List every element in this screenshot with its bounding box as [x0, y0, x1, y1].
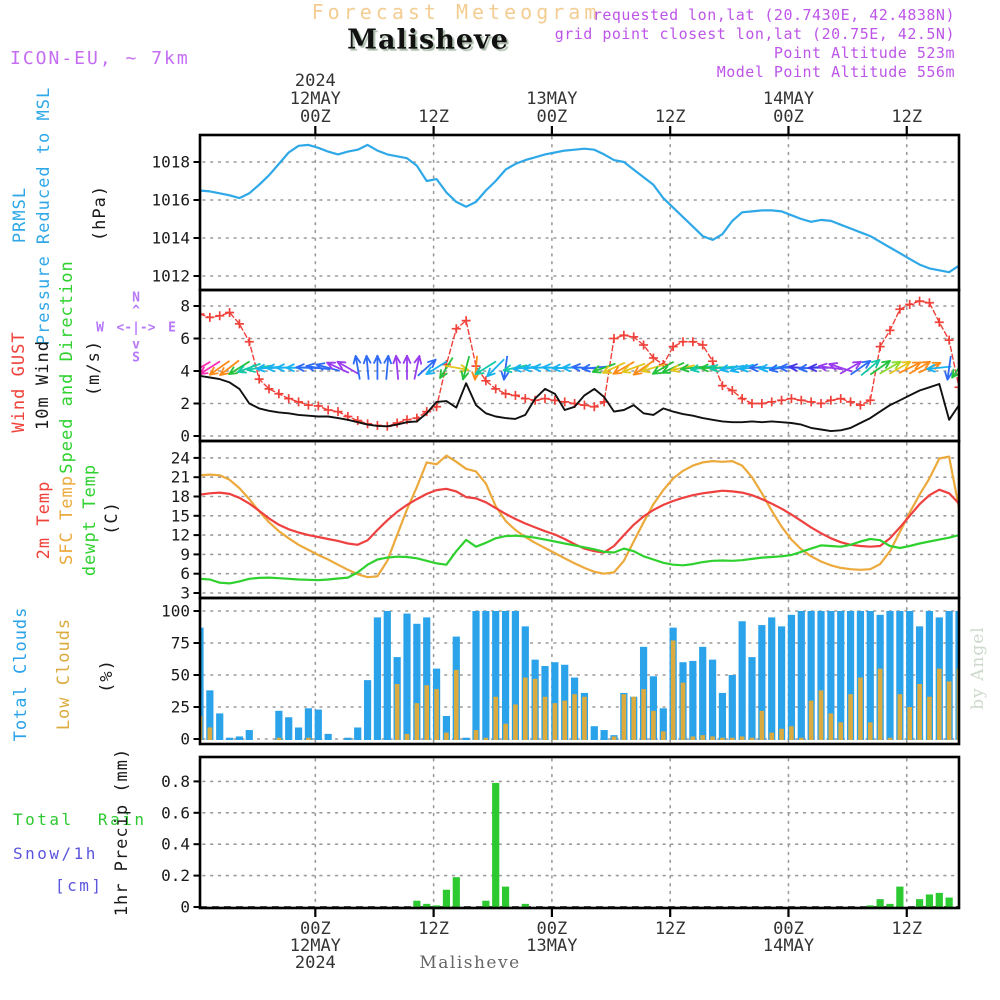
compass-up-arrow-icon: ^	[132, 303, 140, 319]
low-cloud-bar	[474, 730, 479, 740]
clouds-frame	[200, 598, 959, 744]
pressure-frame	[200, 135, 959, 290]
total-cloud-bar	[768, 617, 775, 740]
y-tick-label: 25	[170, 697, 190, 717]
top-date-label: 13MAY	[526, 89, 578, 109]
y-tick-label: 8	[180, 296, 190, 316]
temp-sfc-label: SFC Temp	[57, 475, 77, 565]
low-cloud-bar	[740, 736, 745, 740]
low-cloud-bar	[878, 669, 883, 740]
bottom-hour-label: 12Z	[418, 919, 449, 939]
y-tick-label: 0	[180, 897, 190, 917]
y-tick-label: 3	[180, 583, 190, 603]
total-cloud-bar	[364, 680, 371, 740]
low-cloud-bar	[562, 701, 567, 740]
total-cloud-bar	[472, 611, 479, 740]
total-cloud-bar	[403, 614, 410, 740]
total-cloud-bar	[374, 617, 381, 740]
precip-bar	[946, 898, 953, 907]
wind-arrow-head	[853, 362, 861, 363]
low-cloud-bar	[454, 670, 459, 740]
wind-arrow-head	[502, 372, 504, 380]
wind-arrow-head	[691, 370, 699, 372]
y-tick-label: 1018	[151, 152, 190, 172]
wind-arrow-head	[819, 364, 827, 366]
y-tick-label: 2	[180, 394, 190, 413]
wind-arrow-head	[902, 362, 910, 363]
y-tick-label: 12	[170, 525, 190, 545]
low-cloud-bar	[858, 678, 863, 740]
low-cloud-bar	[710, 736, 715, 740]
bottom-year-label: 2024	[294, 953, 336, 973]
y-tick-label: 75	[170, 633, 190, 653]
wind-arrow-head	[472, 372, 475, 380]
wind-arrow-head	[922, 362, 930, 363]
bottom-hour-label: 12Z	[654, 919, 686, 939]
low-cloud-bar	[760, 711, 765, 740]
compass-north: N	[132, 290, 140, 306]
low-cloud-bar	[848, 694, 853, 740]
wind-arrow-head	[354, 356, 356, 364]
top-hour-label: 00Z	[773, 107, 804, 127]
low-cloud-bar	[917, 684, 922, 740]
compass-east: E	[168, 320, 176, 336]
wind-direction-arrow	[200, 361, 220, 374]
wind-unit-label: (m/s)	[84, 339, 104, 397]
plot-title: Forecast Meteogram	[311, 0, 601, 24]
low-cloud-bar	[829, 713, 834, 740]
total-cloud-bar	[285, 717, 292, 740]
precip-bar	[482, 901, 489, 907]
wind-10m-label: 10m Wind	[33, 340, 53, 430]
wind-arrow-head	[799, 369, 807, 372]
bottom-hour-label: 00Z	[299, 919, 331, 939]
temp-series	[200, 456, 959, 584]
model-altitude: Model Point Altitude 556m	[716, 63, 955, 81]
total-cloud-bar	[344, 738, 351, 740]
low-cloud-bar	[503, 724, 508, 740]
top-hour-label: 00Z	[299, 107, 331, 127]
precip-rain-label: Total Rain	[13, 810, 147, 829]
low-cloud-bar	[424, 685, 429, 740]
wind-arrow-head	[419, 356, 421, 364]
low-cloud-bar	[720, 738, 725, 740]
top-hour-label: 00Z	[536, 107, 568, 127]
total-cloud-bar	[315, 710, 322, 740]
top-date-label: 14MAY	[762, 89, 815, 109]
total-cloud-bar	[502, 611, 509, 740]
low-cloud-bar	[484, 738, 489, 740]
low-cloud-bar	[277, 738, 282, 740]
low-cloud-bar	[523, 678, 528, 740]
wind-arrow-head	[945, 372, 947, 380]
low-cloud-bar	[651, 711, 656, 740]
point-altitude: Point Altitude 523m	[773, 44, 955, 62]
pressure-unit-label: (hPa)	[90, 184, 110, 242]
y-tick-label: 0.2	[161, 866, 190, 886]
compass-down-arrow-icon: v	[132, 337, 140, 353]
wind-arrow-head	[247, 370, 255, 372]
total-cloud-bar	[886, 611, 893, 740]
compass-west: W	[96, 320, 104, 336]
wind-arrow-head	[393, 356, 396, 364]
y-tick-label: 0.6	[161, 803, 190, 823]
total-cloud-bar	[788, 615, 795, 740]
y-tick-label: 6	[180, 564, 190, 584]
low-cloud-bar	[809, 701, 814, 740]
top-hour-label: 12Z	[418, 107, 449, 127]
low-cloud-bar	[444, 733, 449, 740]
wind-arrow-head	[462, 371, 463, 379]
bottom-hour-label: 00Z	[536, 919, 568, 939]
y-tick-label: 24	[170, 448, 190, 468]
clouds-total-label: Total Clouds	[11, 606, 31, 742]
total-cloud-bar	[463, 738, 470, 740]
footer-station: Malisheve	[419, 953, 521, 973]
top-date-label: 12MAY	[289, 89, 341, 109]
temp-2m-label: 2m Temp	[34, 480, 54, 560]
wind-arrow-head	[829, 363, 837, 364]
station-title: Malisheve	[347, 24, 509, 56]
low-cloud-bar	[888, 738, 893, 740]
pressure-series	[200, 145, 959, 272]
y-tick-label: 0	[180, 426, 190, 446]
compass-cross-icon: <-|->	[116, 320, 156, 336]
wind-gust-label: Wind GUST	[9, 331, 29, 433]
y-tick-label: 100	[161, 601, 190, 621]
y-tick-label: 21	[170, 467, 190, 487]
y-tick-label: 6	[180, 329, 190, 348]
precip-bar	[936, 893, 943, 907]
low-cloud-bar	[819, 690, 824, 740]
total-cloud-bar	[325, 734, 332, 740]
top-hour-label: 12Z	[891, 107, 923, 127]
precip-bar	[492, 783, 499, 907]
precip-bar	[916, 899, 923, 907]
total-cloud-bar	[305, 708, 312, 740]
y-tick-label: 0.8	[161, 771, 190, 791]
low-cloud-bar	[208, 727, 213, 740]
pressure-panel	[151, 137, 956, 288]
pressure-line	[200, 145, 959, 272]
precip-bar	[423, 904, 430, 907]
y-tick-label: 1012	[151, 266, 190, 286]
low-cloud-bar	[434, 689, 439, 740]
precip-panel	[161, 759, 956, 917]
wind-arrow-head	[770, 370, 778, 372]
wind-arrow-head	[653, 373, 661, 374]
wind-arrow-head	[229, 373, 237, 374]
precip-bar	[877, 899, 884, 907]
wind-arrow-head	[426, 373, 434, 374]
low-cloud-bar	[631, 697, 636, 740]
wind-arrow-head	[364, 356, 367, 364]
wind-arrow-head	[593, 372, 601, 373]
precip-bar	[502, 887, 509, 907]
clouds-low-label: Low Clouds	[54, 617, 74, 731]
low-cloud-bar	[868, 722, 873, 740]
low-cloud-bar	[553, 703, 558, 740]
compass-south: S	[132, 350, 140, 366]
total-cloud-bar	[384, 611, 391, 740]
low-cloud-bar	[513, 704, 518, 740]
bottom-date-label: 13MAY	[526, 936, 578, 956]
y-tick-label: 18	[170, 487, 190, 507]
wind-arrow-head	[760, 369, 768, 372]
total-cloud-bar	[275, 711, 282, 740]
total-cloud-bar	[689, 661, 696, 740]
low-cloud-bar	[395, 684, 400, 740]
wind-arrow-head	[238, 372, 246, 373]
model-label: ICON-EU, ~ 7km	[10, 48, 190, 69]
low-cloud-bar	[671, 640, 676, 740]
total-cloud-bar	[748, 657, 755, 740]
precip-bar	[413, 901, 420, 907]
low-cloud-bar	[750, 738, 755, 740]
wind-arrow-head	[720, 370, 728, 372]
wind-dir-label: Speed and Direction	[57, 260, 77, 474]
requested-coords: requested lon,lat (20.7430E, 42.4838N)	[592, 6, 955, 24]
low-cloud-bar	[937, 669, 942, 740]
low-cloud-bar	[582, 697, 587, 740]
wind-arrow-head	[476, 373, 484, 374]
precip-bars	[413, 783, 952, 907]
total-cloud-bar	[729, 675, 736, 740]
total-cloud-bar	[719, 693, 726, 740]
precip-frame	[200, 757, 959, 908]
total-cloud-bar	[739, 621, 746, 740]
wind-frame	[200, 290, 959, 441]
bottom-hour-label: 00Z	[773, 919, 804, 939]
wind-arrow-head	[190, 373, 198, 374]
total-cloud-bar	[601, 730, 608, 740]
low-cloud-bar	[700, 735, 705, 740]
low-cloud-bar	[769, 733, 774, 740]
low-cloud-bar	[691, 736, 696, 740]
low-cloud-bar	[907, 707, 912, 740]
total-cloud-bar	[837, 611, 844, 740]
temp-dewpt-label: dewpt Temp	[80, 463, 100, 577]
y-tick-label: 0.4	[161, 834, 190, 854]
y-tick-label: 4	[180, 361, 190, 381]
low-cloud-bar	[779, 729, 784, 740]
low-cloud-bar	[681, 683, 686, 740]
y-tick-label: 0	[180, 729, 190, 749]
total-cloud-bar	[226, 738, 233, 740]
y-tick-label: 1016	[151, 190, 190, 210]
wind-arrow-head	[582, 369, 590, 372]
low-cloud-bar	[947, 681, 952, 740]
top-year-label: 2024	[294, 71, 336, 91]
low-cloud-bar	[838, 722, 843, 740]
precip-bar	[896, 887, 903, 907]
low-cloud-bar	[799, 738, 804, 740]
top-hour-label: 12Z	[654, 107, 686, 127]
precip-bar	[886, 904, 893, 907]
wind-arrow-head	[613, 373, 621, 374]
y-tick-label: 50	[170, 665, 190, 685]
wind-arrow-head	[642, 371, 650, 372]
total-cloud-bar	[236, 736, 243, 740]
low-cloud-bar	[415, 703, 420, 740]
low-cloud-bar	[622, 694, 627, 740]
wind-arrow-head	[306, 364, 314, 366]
y-tick-label: 1014	[151, 228, 190, 248]
wind-arrow-head	[388, 356, 391, 364]
low-cloud-bar	[493, 697, 498, 740]
total-cloud-bar	[778, 626, 785, 740]
low-cloud-bar	[927, 697, 932, 740]
wind-arrow-head	[317, 363, 325, 364]
total-cloud-bar	[216, 713, 223, 740]
clouds-unit-label: (%)	[97, 659, 117, 693]
bottom-date-label: 14MAY	[762, 936, 815, 956]
low-cloud-bar	[306, 738, 311, 740]
total-cloud-bar	[246, 730, 253, 740]
low-cloud-bar	[661, 731, 666, 740]
pressure-short-label: PRMSL	[10, 186, 30, 244]
total-cloud-bar	[354, 727, 361, 740]
precip-bar	[522, 904, 529, 907]
pressure-long-label: Pressure Reduced to MSL	[34, 86, 54, 346]
total-cloud-bar	[482, 611, 489, 740]
precip-cm-label: [cm]	[55, 876, 104, 895]
wind-arrow-head	[892, 362, 900, 363]
grid-point-coords: grid point closest lon,lat (20.75E, 42.5N)	[554, 25, 955, 43]
temp-2m-line	[200, 489, 959, 553]
precip-unit-label: 1hr Precip (mm)	[112, 747, 132, 917]
low-cloud-bar	[572, 694, 577, 740]
low-cloud-bar	[533, 679, 538, 740]
total-cloud-bar	[295, 727, 302, 740]
precip-bar	[926, 894, 933, 907]
total-cloud-bar	[867, 611, 874, 740]
temp-unit-label: (C)	[102, 501, 122, 535]
y-tick-label: 15	[170, 506, 190, 526]
precip-bar	[453, 877, 460, 907]
low-cloud-bar	[405, 734, 410, 740]
wind-arrow-head	[681, 369, 689, 372]
low-cloud-bar	[641, 689, 646, 740]
total-cloud-bar	[591, 726, 598, 740]
low-cloud-bar	[543, 697, 548, 740]
low-cloud-bar	[898, 694, 903, 740]
total-cloud-bar	[798, 611, 805, 740]
wind-arrow-head	[622, 372, 630, 373]
bottom-hour-label: 12Z	[891, 919, 923, 939]
precip-bar	[443, 890, 450, 907]
total-cloud-bar	[709, 660, 716, 740]
low-cloud-bar	[612, 736, 617, 740]
wind-series	[190, 297, 966, 431]
wind-arrow-head	[731, 371, 739, 372]
wind-direction-arrow	[476, 361, 496, 374]
bottom-date-label: 12MAY	[289, 936, 341, 956]
total-cloud-bar	[699, 647, 706, 740]
low-cloud-bar	[789, 726, 794, 740]
author-watermark: by Angel	[968, 626, 988, 710]
y-tick-label: 9	[180, 544, 190, 564]
precip-snow-label: Snow/1h	[13, 844, 98, 863]
low-cloud-bar	[730, 738, 735, 740]
